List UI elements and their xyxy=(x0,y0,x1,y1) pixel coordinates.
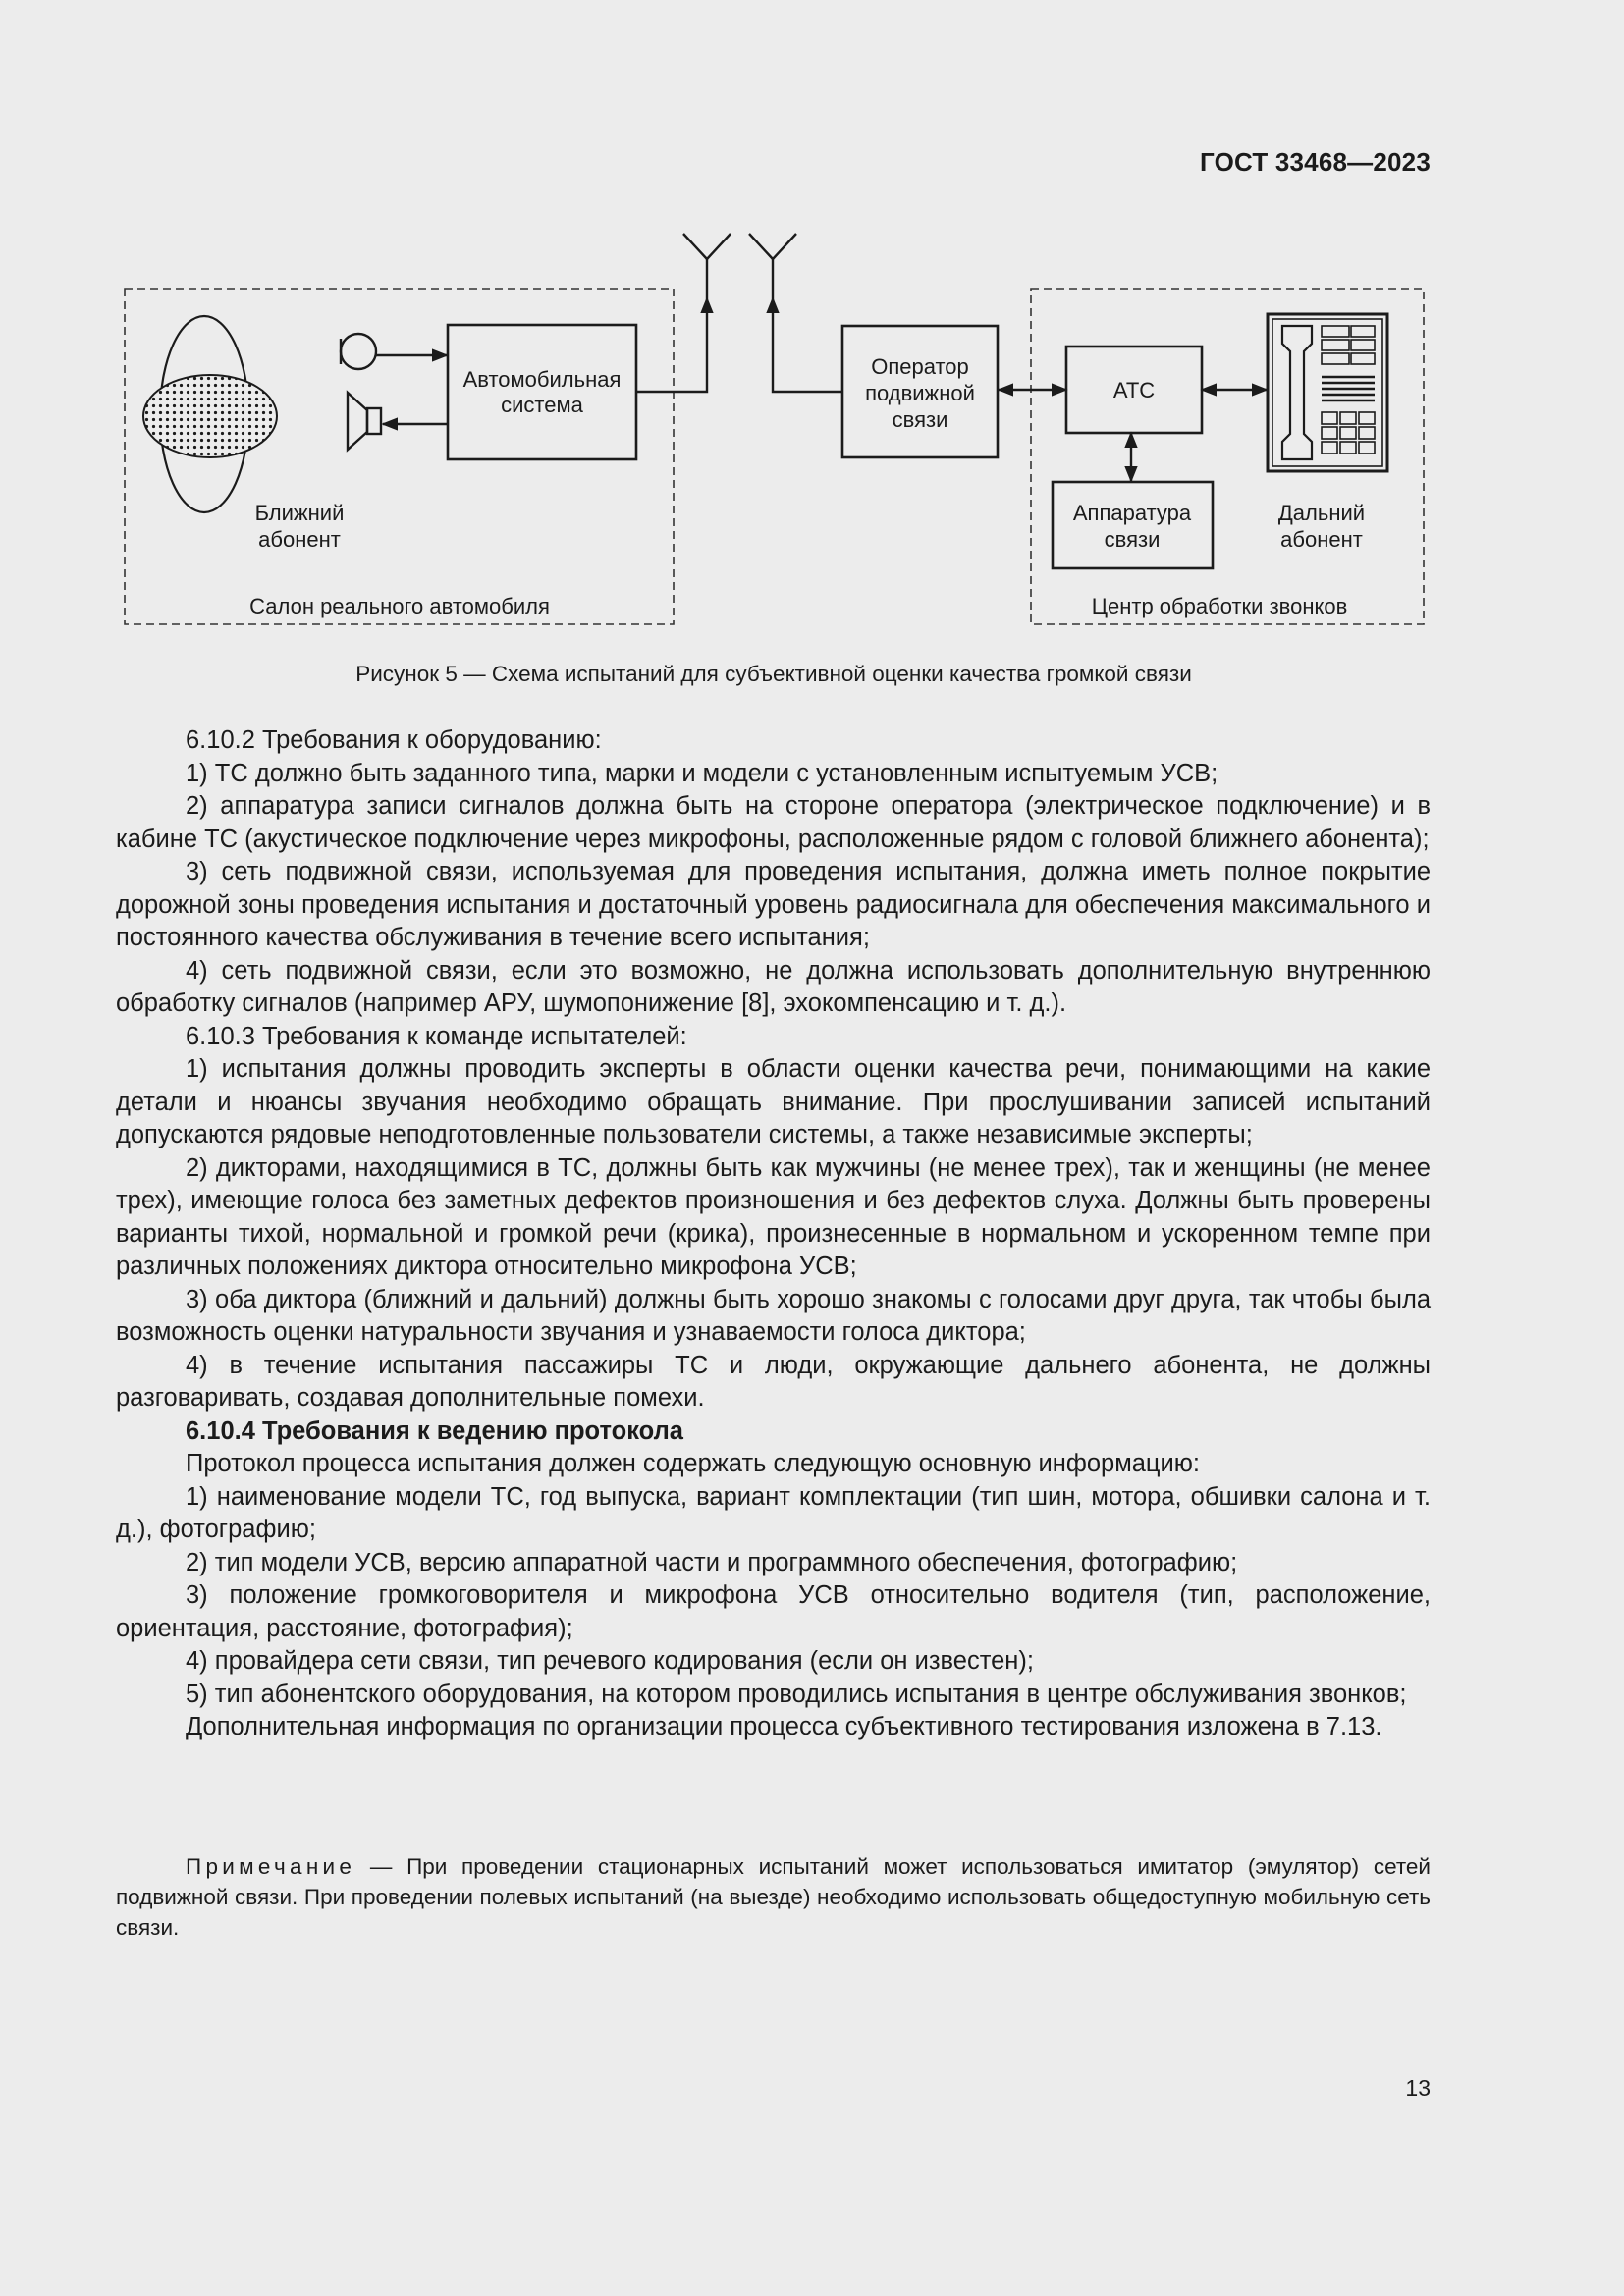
paragraph: Дополнительная информация по организации процесса субъективного тестирования изложена в 7.13. xyxy=(186,1713,1382,1740)
paragraph: 4) провайдера сети связи, тип речевого кодирования (если он известен); xyxy=(186,1647,1034,1675)
telephone-icon xyxy=(1268,314,1387,471)
paragraph: 4) сеть подвижной связи, если это возможно, не должна использовать дополнительную внутреннюю обработку сигналов (например АРУ, шумопонижение [8], эхокомпенсацию и т. д.). xyxy=(116,956,1431,1017)
paragraph: Протокол процесса испытания должен содержать следующую основную информацию: xyxy=(186,1450,1200,1477)
comm-equipment-label: Аппаратура xyxy=(1072,501,1192,525)
note xyxy=(116,1851,1431,1943)
antenna-icon xyxy=(683,234,731,298)
note-text: При проведении стационарных испытаний может использоваться имитатор (эмулятор) сетей подвижной связи. При проведении полевых испытаний (на выезде) необходимо использовать общедоступную мобильную сеть связи. xyxy=(116,1854,1431,1940)
figure-caption: Рисунок 5 — Схема испытаний для субъективной оценки качества громкой связи xyxy=(355,662,1192,686)
paragraph: 1) наименование модели ТС, год выпуска, вариант комплектации (тип шин, мотора, обшивки салона и т. д.), фотографию; xyxy=(116,1482,1431,1543)
paragraph: 1) испытания должны проводить эксперты в области оценки качества речи, понимающими на какие детали и нюансы звучания необходимо обращать внимание. При прослушивании записей испытаний допускаются рядовые неподготовленные пользователи системы, а также независимые эксперты; xyxy=(116,1055,1431,1148)
automobile-system-label-2: система xyxy=(501,393,583,417)
near-subscriber-label: Ближний xyxy=(254,501,345,525)
paragraph: 3) сеть подвижной связи, используемая для проведения испытания, должна иметь полное покрытие дорожной зоны проведения испытания и достаточный уровень радиосигнала для обеспечения максимального и постоянного качества обслуживания в течение всего испытания; xyxy=(116,858,1431,951)
mobile-operator-label-3: связи xyxy=(892,407,948,432)
paragraph: 3) положение громкоговорителя и микрофона УСВ относительно водителя (тип, расположение, ориентация, расстояние, фотография); xyxy=(116,1581,1431,1642)
mobile-operator-label: Оператор xyxy=(871,354,969,379)
section-heading-6-10-3: 6.10.3 Требования к команде испытателей: xyxy=(186,1022,687,1050)
paragraph: 1) ТС должно быть заданного типа, марки и модели с установленным испытуемым УСВ; xyxy=(186,759,1218,787)
comm-equipment-label-2: связи xyxy=(1104,527,1161,552)
test-setup-diagram xyxy=(116,224,1432,636)
page-number: 13 xyxy=(1405,2075,1431,2101)
far-subscriber-label: Дальний xyxy=(1277,501,1366,525)
car-cabin-label: Салон реального автомобиля xyxy=(249,594,550,618)
near-subscriber-head-icon xyxy=(143,316,277,512)
paragraph: 4) в течение испытания пассажиры ТС и люди, окружающие дальнего абонента, не должны разговаривать, создавая дополнительные помехи. xyxy=(116,1351,1431,1412)
note-dash: — xyxy=(355,1854,407,1879)
speaker-icon xyxy=(348,393,381,450)
call-center-label: Центр обработки звонков xyxy=(1091,594,1348,618)
section-heading-6-10-2: 6.10.2 Требования к оборудованию: xyxy=(186,726,602,754)
ats-label: АТС xyxy=(1112,378,1156,402)
body-text xyxy=(116,724,1431,1744)
paragraph: 5) тип абонентского оборудования, на котором проводились испытания в центре обслуживания звонков; xyxy=(186,1680,1407,1708)
paragraph: 2) дикторами, находящимися в ТС, должны быть как мужчины (не менее трех), так и женщины (не менее трех), имеющие голоса без заметных дефектов произношения и без дефектов слуха. Должны быть проверены варианты тихой, нормальной и громкой речи (крика), произнесенные в нормальном и ускоренном темпе при различных положениях диктора относительно микрофона УСВ; xyxy=(116,1153,1431,1280)
comm-equipment-box xyxy=(1053,482,1213,568)
document-standard-id: ГОСТ 33468—2023 xyxy=(1200,147,1431,177)
automobile-system-label: Автомобильная xyxy=(462,367,622,392)
near-subscriber-label-2: абонент xyxy=(258,527,341,552)
paragraph: 3) оба диктора (ближний и дальний) должны быть хорошо знакомы с голосами друг друга, так чтобы была возможность оценки натуральности звучания и узнаваемости голоса диктора; xyxy=(116,1285,1431,1346)
antenna-icon-2 xyxy=(749,234,796,298)
mobile-operator-label-2: подвижной xyxy=(865,381,975,405)
microphone-icon xyxy=(341,334,376,369)
far-subscriber-label-2: абонент xyxy=(1280,527,1363,552)
section-heading-6-10-4: 6.10.4 Требования к ведению протокола xyxy=(186,1416,683,1445)
note-label: Примечание xyxy=(186,1854,356,1879)
paragraph: 2) тип модели УСВ, версию аппаратной части и программного обеспечения, фотографию; xyxy=(186,1548,1238,1576)
paragraph: 2) аппаратура записи сигналов должна быть на стороне оператора (электрическое подключение) и в кабине ТС (акустическое подключение через микрофоны, расположенные рядом с головой ближнего абонента); xyxy=(116,792,1431,853)
